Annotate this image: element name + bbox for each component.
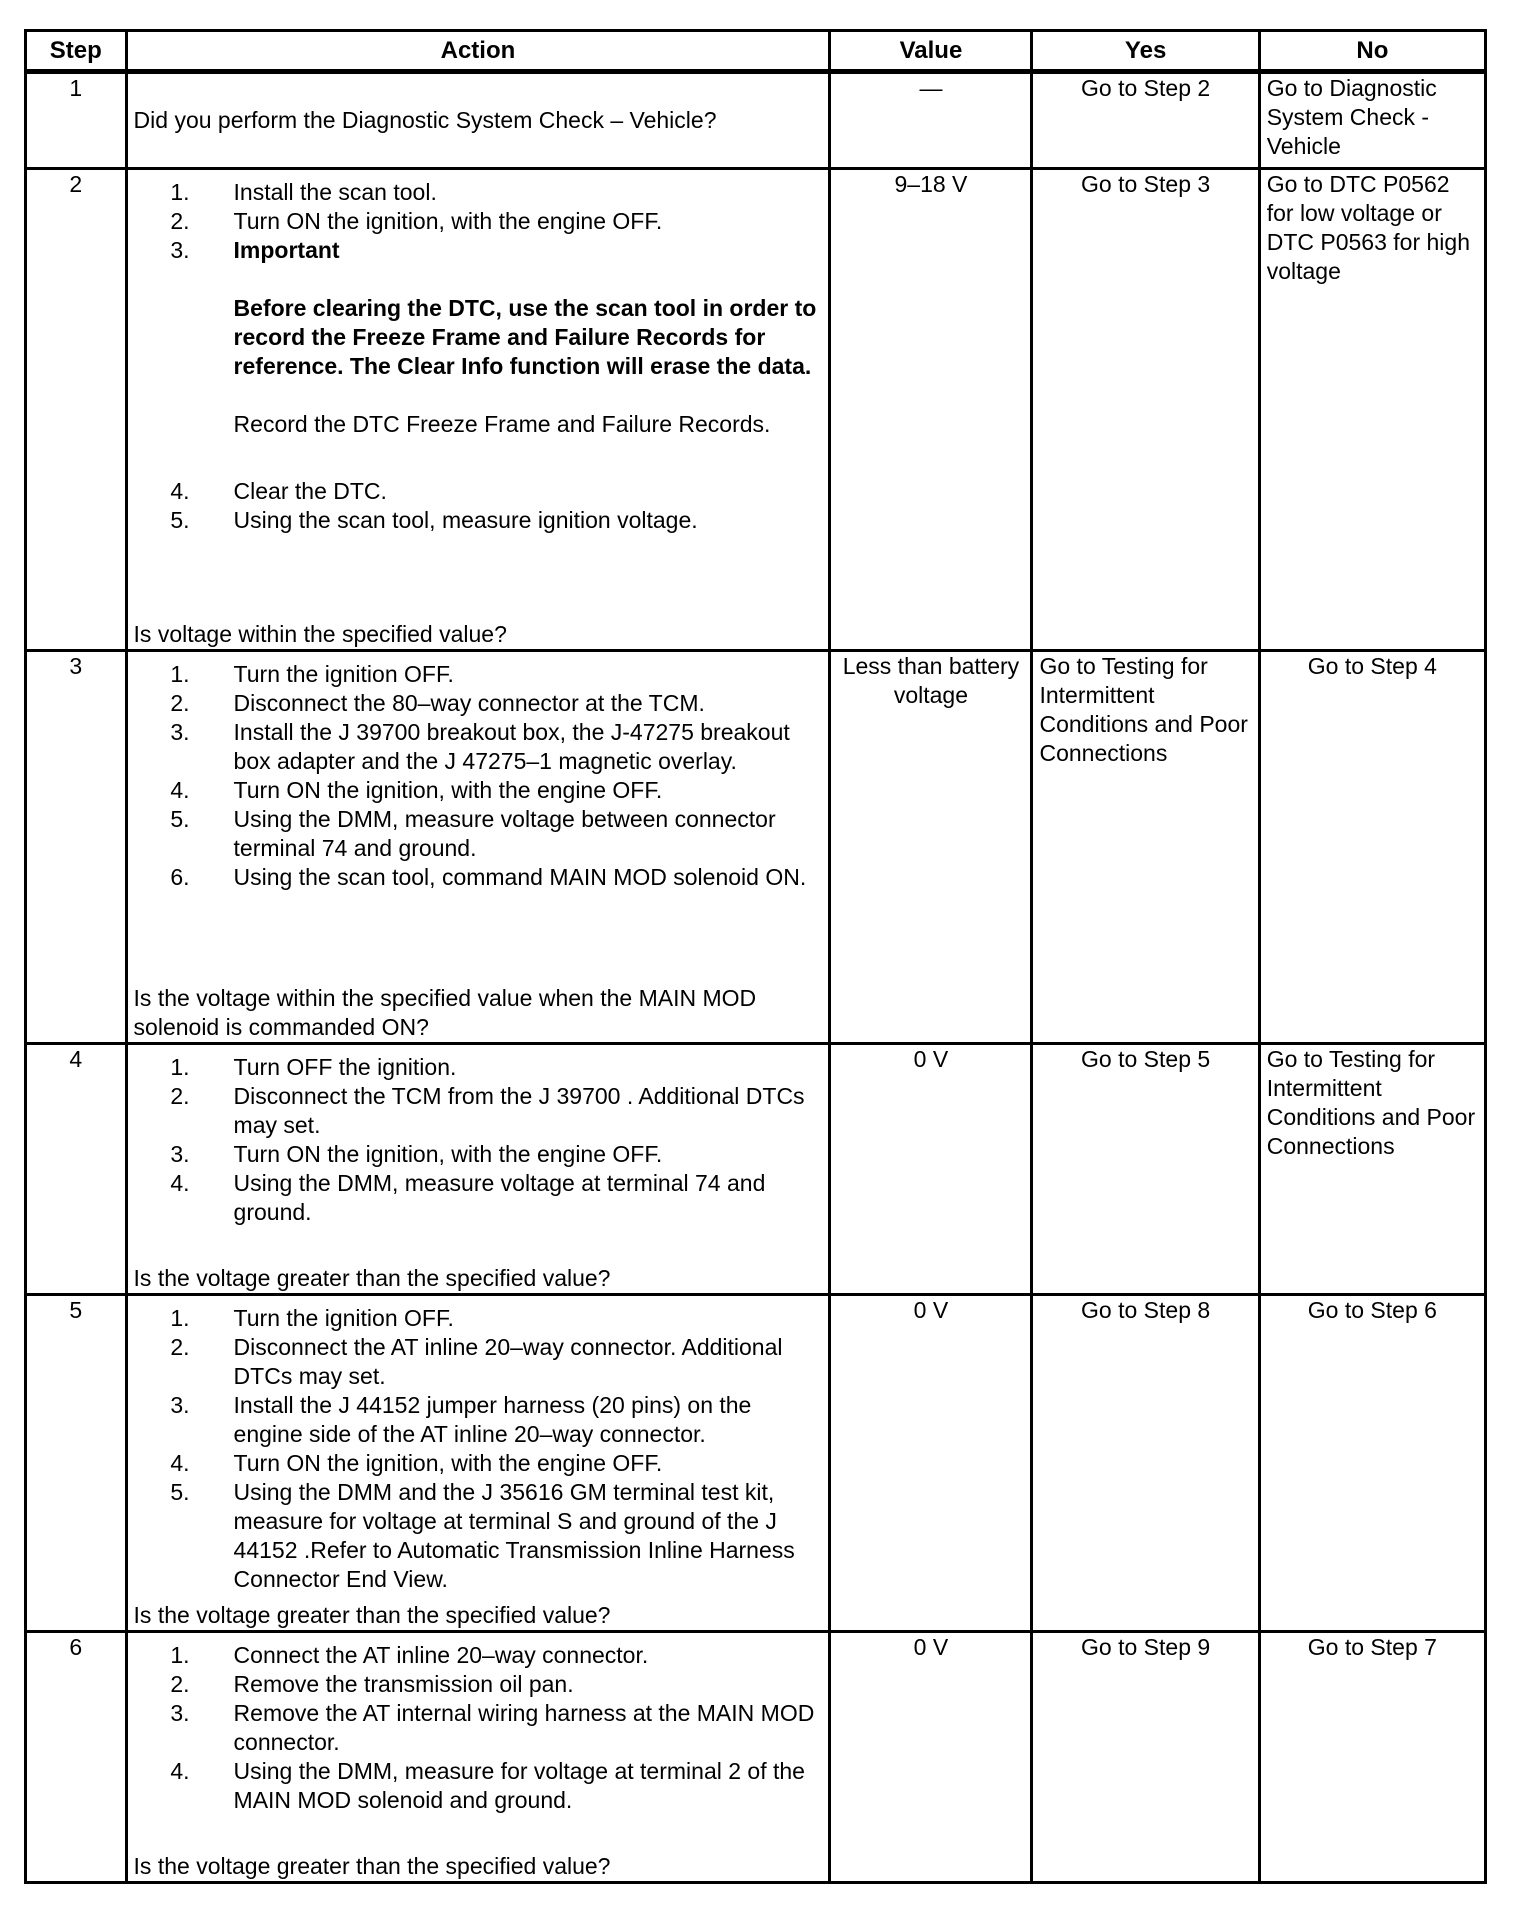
list-item: 2. Turn ON the ignition, with the engine OFF.: [170, 208, 663, 234]
yes-cell: Go to Step 9: [1032, 1632, 1259, 1883]
list-item: 4. Using the DMM, measure for voltage at terminal 2 of the MAIN MOD solenoid and ground.: [170, 1758, 805, 1813]
value-cell: Less than battery voltage: [830, 651, 1032, 1044]
step-number: 4: [26, 1044, 127, 1295]
action-steps: [134, 1304, 823, 1594]
header-no: No: [1259, 31, 1485, 72]
action-question: Is the voltage greater than the specified value?: [133, 1265, 611, 1291]
action-cell: [126, 1044, 830, 1295]
header-row: [26, 31, 1486, 72]
no-cell: Go to Testing for Intermittent Conditions and Poor Connections: [1259, 1044, 1485, 1295]
yes-cell: Go to Testing for Intermittent Conditions and Poor Connections: [1032, 651, 1259, 1044]
list-item: 3. Install the J 44152 jumper harness (20 pins) on the engine side of the AT inline 20–way connector.: [170, 1392, 752, 1447]
list-item: 5. Using the DMM and the J 35616 GM terminal test kit, measure for voltage at terminal S and ground of the J 44152 .Refer to Automatic Transmission Inline Harness Connector End View.: [170, 1479, 795, 1592]
table-row: [26, 651, 1486, 1044]
list-item: 1. Turn the ignition OFF.: [170, 1305, 454, 1331]
header-yes: Yes: [1032, 31, 1259, 72]
list-item: 3. Install the J 39700 breakout box, the J-47275 breakout box adapter and the J 47275–1 magnetic overlay.: [170, 719, 790, 774]
table-row: [26, 1044, 1486, 1295]
value-cell: 9–18 V: [830, 169, 1032, 651]
list-item: 4. Turn ON the ignition, with the engine OFF.: [170, 1450, 663, 1476]
action-cell: [126, 651, 830, 1044]
list-item: 2. Disconnect the TCM from the J 39700 . Additional DTCs may set.: [170, 1083, 805, 1138]
header-value: Value: [830, 31, 1032, 72]
no-cell: Go to Step 7: [1259, 1632, 1485, 1883]
step-number: 2: [26, 169, 127, 651]
list-item: 4. Clear the DTC.: [170, 478, 387, 504]
list-item: 1. Turn OFF the ignition.: [170, 1054, 457, 1080]
table-row: [26, 72, 1486, 169]
action-cell: [126, 72, 830, 169]
action-steps: [134, 477, 823, 535]
list-item: 2. Remove the transmission oil pan.: [170, 1671, 574, 1697]
action-question: Is the voltage greater than the specified value?: [133, 1853, 611, 1879]
list-item: 6. Using the scan tool, command MAIN MOD solenoid ON.: [170, 864, 807, 890]
list-item: 1. Install the scan tool.: [170, 179, 437, 205]
action-question: Is the voltage within the specified value when the MAIN MOD solenoid is commanded ON?: [133, 985, 757, 1040]
no-cell: Go to DTC P0562 for low voltage or DTC P0563 for high voltage: [1259, 169, 1485, 651]
header-step: Step: [26, 31, 127, 72]
list-item: 2. Disconnect the AT inline 20–way connector. Additional DTCs may set.: [170, 1334, 783, 1389]
table-row: [26, 1632, 1486, 1883]
list-item: 3. Remove the AT internal wiring harness at the MAIN MOD connector.: [170, 1700, 815, 1755]
list-item: 4. Turn ON the ignition, with the engine OFF.: [170, 777, 663, 803]
list-item: 1. Connect the AT inline 20–way connector.: [170, 1642, 649, 1668]
no-cell: Go to Diagnostic System Check - Vehicle: [1259, 72, 1485, 169]
yes-cell: Go to Step 8: [1032, 1295, 1259, 1632]
diagnostic-table: [24, 29, 1487, 1884]
list-item: 1. Turn the ignition OFF.: [170, 661, 454, 687]
step-number: 5: [26, 1295, 127, 1632]
header-action: Action: [126, 31, 830, 72]
action-steps: [134, 1641, 823, 1815]
yes-cell: Go to Step 2: [1032, 72, 1259, 169]
list-item: 4. Using the DMM, measure voltage at terminal 74 and ground.: [170, 1170, 766, 1225]
no-cell: Go to Step 4: [1259, 651, 1485, 1044]
list-item: 3. Turn ON the ignition, with the engine OFF.: [170, 1141, 663, 1167]
action-steps: [134, 1053, 823, 1227]
value-cell: 0 V: [830, 1632, 1032, 1883]
yes-cell: Go to Step 3: [1032, 169, 1259, 651]
record-note: Record the DTC Freeze Frame and Failure Records.: [233, 411, 771, 437]
step-number: 6: [26, 1632, 127, 1883]
action-steps: [134, 660, 823, 892]
action-cell: [126, 1295, 830, 1632]
step-number: 3: [26, 651, 127, 1044]
action-cell: [126, 1632, 830, 1883]
table-row: [26, 169, 1486, 651]
value-cell: 0 V: [830, 1044, 1032, 1295]
no-cell: Go to Step 6: [1259, 1295, 1485, 1632]
important-note: Before clearing the DTC, use the scan tool in order to record the Freeze Frame and Failure Records for reference. The Clear Info function will erase the data.: [233, 295, 817, 379]
step-number: 1: [26, 72, 127, 169]
list-item: 2. Disconnect the 80–way connector at the TCM.: [170, 690, 705, 716]
list-item: 3. Important: [170, 237, 340, 263]
list-item: 5. Using the DMM, measure voltage between connector terminal 74 and ground.: [170, 806, 776, 861]
yes-cell: Go to Step 5: [1032, 1044, 1259, 1295]
value-cell: —: [830, 72, 1032, 169]
action-question: Is the voltage greater than the specified value?: [133, 1602, 611, 1628]
table-row: [26, 1295, 1486, 1632]
action-steps: [134, 178, 823, 265]
value-cell: 0 V: [830, 1295, 1032, 1632]
action-question: Is voltage within the specified value?: [133, 621, 507, 647]
list-item: 5. Using the scan tool, measure ignition voltage.: [170, 507, 698, 533]
action-cell: [126, 169, 830, 651]
action-question: Did you perform the Diagnostic System Check – Vehicle?: [133, 107, 717, 133]
